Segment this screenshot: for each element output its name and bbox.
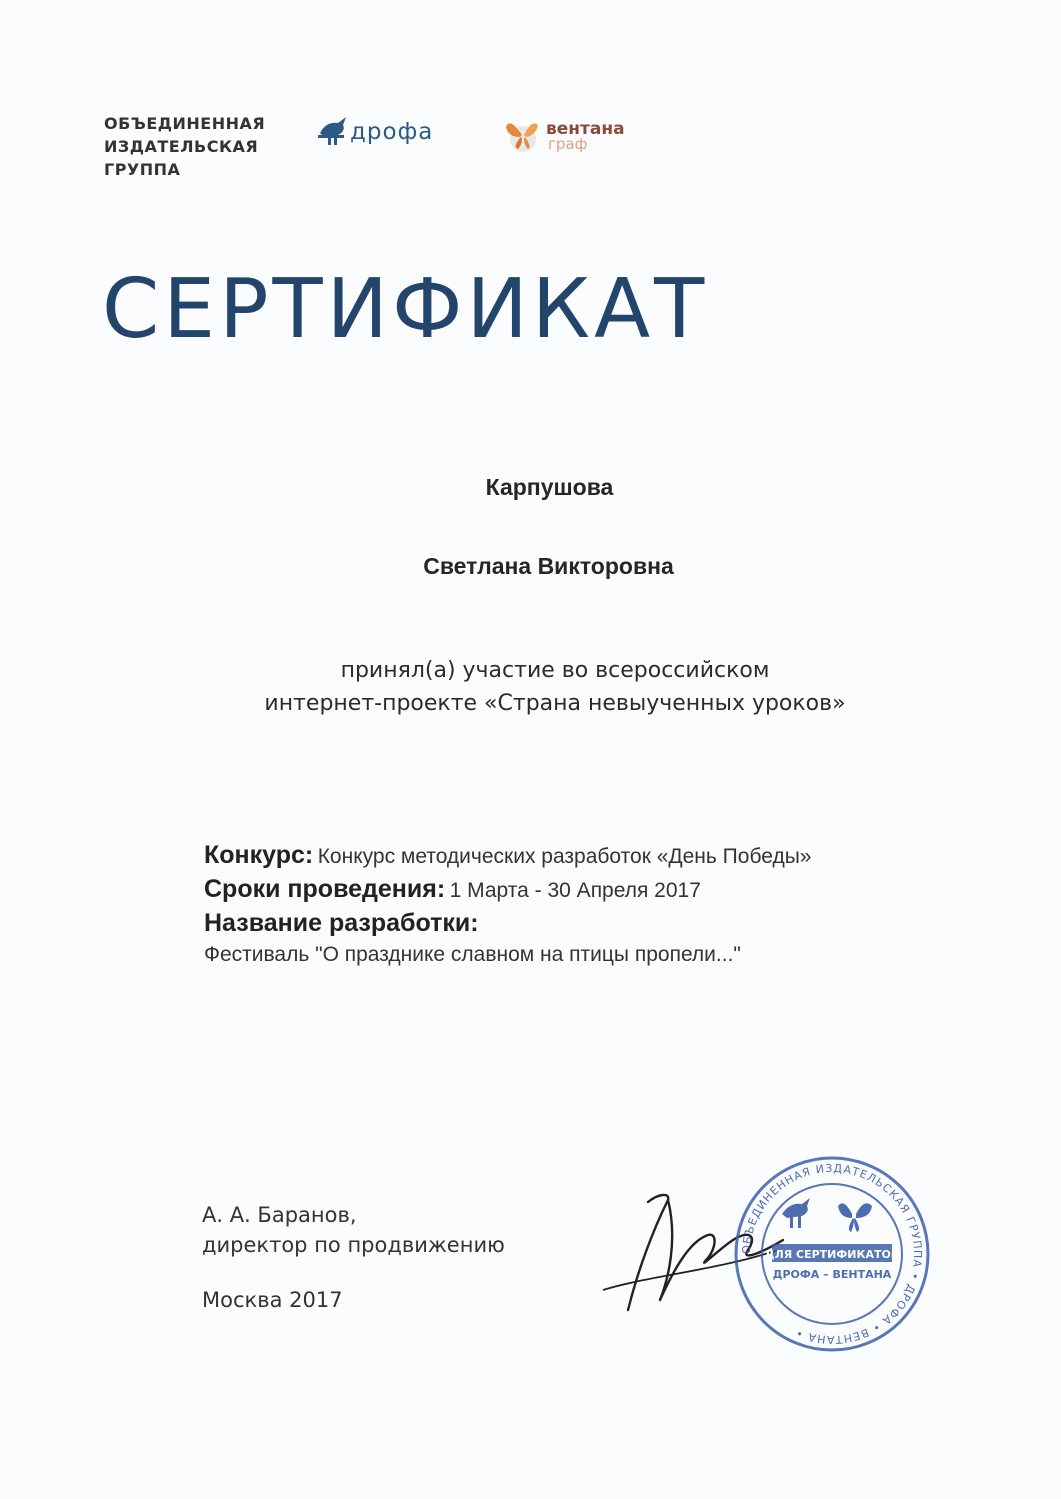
stamp-butterfly-icon (838, 1203, 872, 1232)
participation-line: интернет-проекте «Страна невыученных уроков» (264, 691, 846, 716)
contest-row: Конкурс: Конкурс методических разработок «День Победы» (204, 841, 812, 869)
publisher-line: ГРУППА (104, 160, 181, 179)
ventana-logo-sub: граф (548, 135, 588, 153)
period-value: 1 Марта - 30 Апреля 2017 (449, 879, 701, 902)
certificate-title: СЕРТИФИКАТ (102, 262, 709, 357)
contest-value: Конкурс методических разработок «День Победы» (317, 845, 812, 868)
participation-text (0, 654, 1061, 720)
signer-position: директор по продвижению (202, 1233, 505, 1257)
ventana-graf-logo (502, 113, 642, 155)
signer-name: А. А. Баранов, (202, 1203, 357, 1227)
work-title-row (204, 908, 811, 942)
participation-line: принял(а) участие во всероссийском (340, 658, 770, 683)
drofa-logo-text: дрофа (350, 119, 434, 145)
recipient-first-patronymic: Светлана Викторовна (423, 553, 674, 579)
work-value: Фестиваль "О празднике славном на птицы пропели..." (204, 943, 741, 966)
work-label: Название разработки: (204, 909, 479, 937)
recipient-surname: Карпушова (485, 474, 614, 500)
publisher-group-logo (104, 112, 265, 181)
period-label: Сроки проведения (204, 875, 437, 903)
work-value-row (204, 942, 811, 970)
contest-label: Конкурс (204, 841, 305, 869)
official-stamp (732, 1154, 932, 1354)
city-year: Москва 2017 (202, 1288, 343, 1312)
butterfly-icon (502, 113, 544, 155)
period-row: Сроки проведения: 1 Марта - 30 Апреля 2017 (204, 875, 701, 903)
publisher-line: ОБЪЕДИНЕННАЯ (104, 114, 266, 133)
signer-block (202, 1200, 505, 1260)
stamp-center-line2: ДРОФА – ВЕНТАНА (772, 1268, 892, 1281)
stamp-center-line1: ДЛЯ СЕРТИФИКАТОВ (764, 1248, 900, 1261)
contest-details (204, 840, 811, 970)
stamp-bird-icon (782, 1198, 810, 1228)
drofa-bird-icon (316, 113, 352, 147)
drofa-logo (316, 113, 466, 153)
publisher-line: ИЗДАТЕЛЬСКАЯ (104, 137, 259, 156)
ventana-logo-name: вентана (546, 119, 625, 139)
stamp-outer-text: ОБЪЕДИНЕННАЯ ИЗДАТЕЛЬСКАЯ ГРУППА • ДРОФА • ВЕНТАНА • (739, 1161, 925, 1347)
